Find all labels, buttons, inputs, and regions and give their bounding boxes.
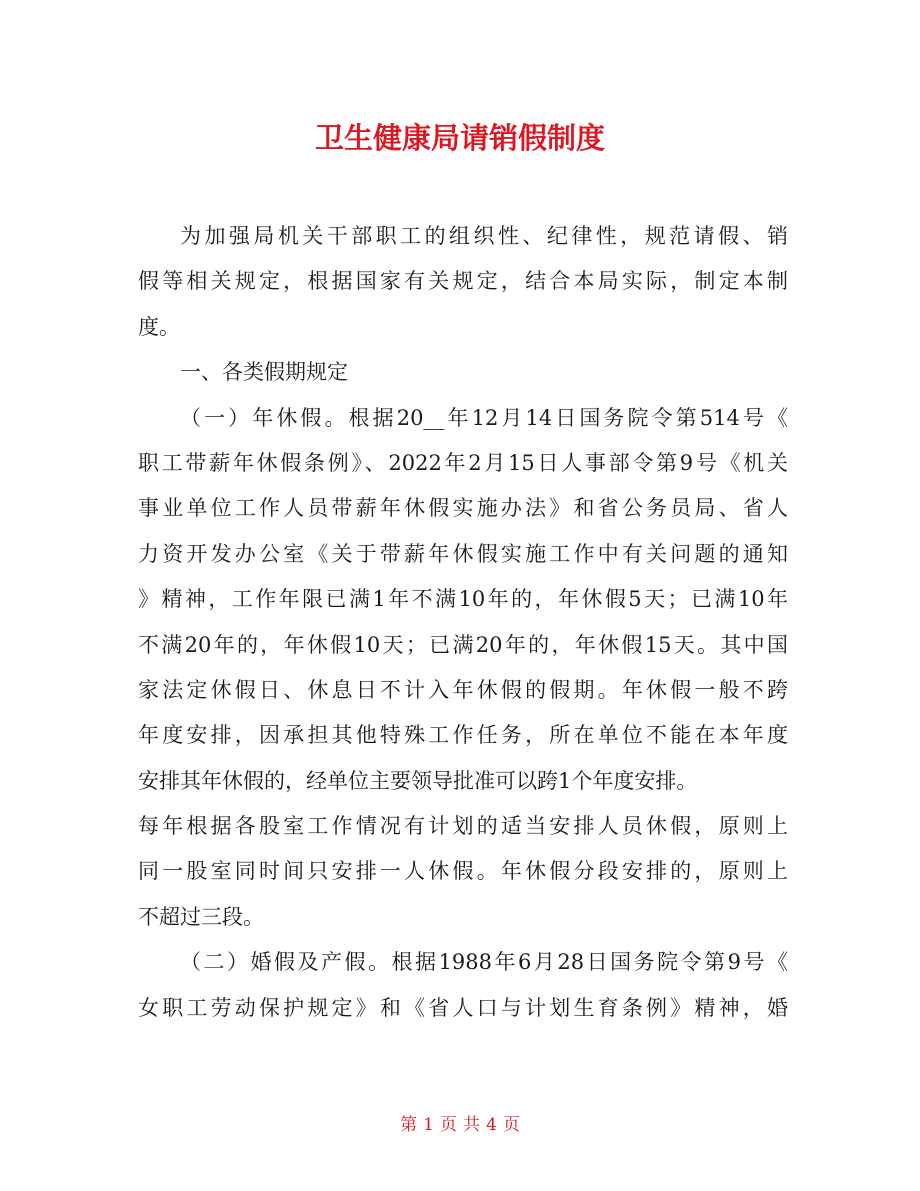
page-footer	[0, 1112, 920, 1138]
paragraph-line: 》精神，工作年限已满1年不满10年的，年休假5天；已满10年	[138, 587, 788, 612]
paragraph-line: 事业单位工作人员带薪年休假实施办法》和省公务员局、省人	[138, 496, 788, 521]
document-title: 卫生健康局请销假制度	[314, 121, 605, 155]
paragraph-line: 家法定休假日、休息日不计入年休假的假期。年休假一般不跨	[138, 677, 788, 702]
footer-page-number: 1	[423, 1115, 434, 1135]
paragraph-line: 为加强局机关干部职工的组织性、纪律性，规范请假、销	[180, 224, 788, 248]
paragraph-line: 力资开发办公室《关于带薪年休假实施工作中有关问题的通知	[138, 541, 788, 566]
section-heading: 一、各类假期规定	[180, 360, 348, 385]
paragraph-line: （一）年休假。根据20__年12月14日国务院令第514号《	[180, 405, 788, 430]
paragraph-line: 安排其年休假的，经单位主要领导批准可以跨1个年度安排。	[138, 768, 698, 793]
footer-total-label: 共	[463, 1115, 480, 1135]
paragraph-line: （二）婚假及产假。根据1988年6月28日国务院令第9号《	[180, 950, 788, 975]
document-body	[138, 214, 788, 1031]
paragraph-line: 女职工劳动保护规定》和《省人口与计划生育条例》精神，婚	[138, 995, 788, 1020]
footer-total-unit: 页	[502, 1115, 520, 1135]
paragraph-line: 同一股室同时间只安排一人休假。年休假分段安排的，原则上	[138, 859, 788, 884]
footer-page-label: 第	[400, 1115, 418, 1135]
paragraph-line: 年度安排，因承担其他特殊工作任务，所在单位不能在本年度	[138, 723, 788, 748]
paragraph-line: 不满20年的，年休假10天；已满20年的，年休假15天。其中国	[138, 632, 788, 657]
footer-total-pages: 4	[486, 1115, 497, 1135]
paragraph-line: 度。	[138, 314, 180, 339]
paragraph-line: 每年根据各股室工作情况有计划的适当安排人员休假，原则上	[138, 814, 788, 839]
paragraph-line: 不超过三段。	[138, 904, 264, 929]
paragraph-line: 职工带薪年休假条例》、2022年2月15日人事部令第9号《机关	[138, 450, 788, 475]
footer-page-unit: 页	[440, 1115, 457, 1135]
paragraph-line: 假等相关规定，根据国家有关规定，结合本局实际，制定本制	[138, 269, 788, 294]
